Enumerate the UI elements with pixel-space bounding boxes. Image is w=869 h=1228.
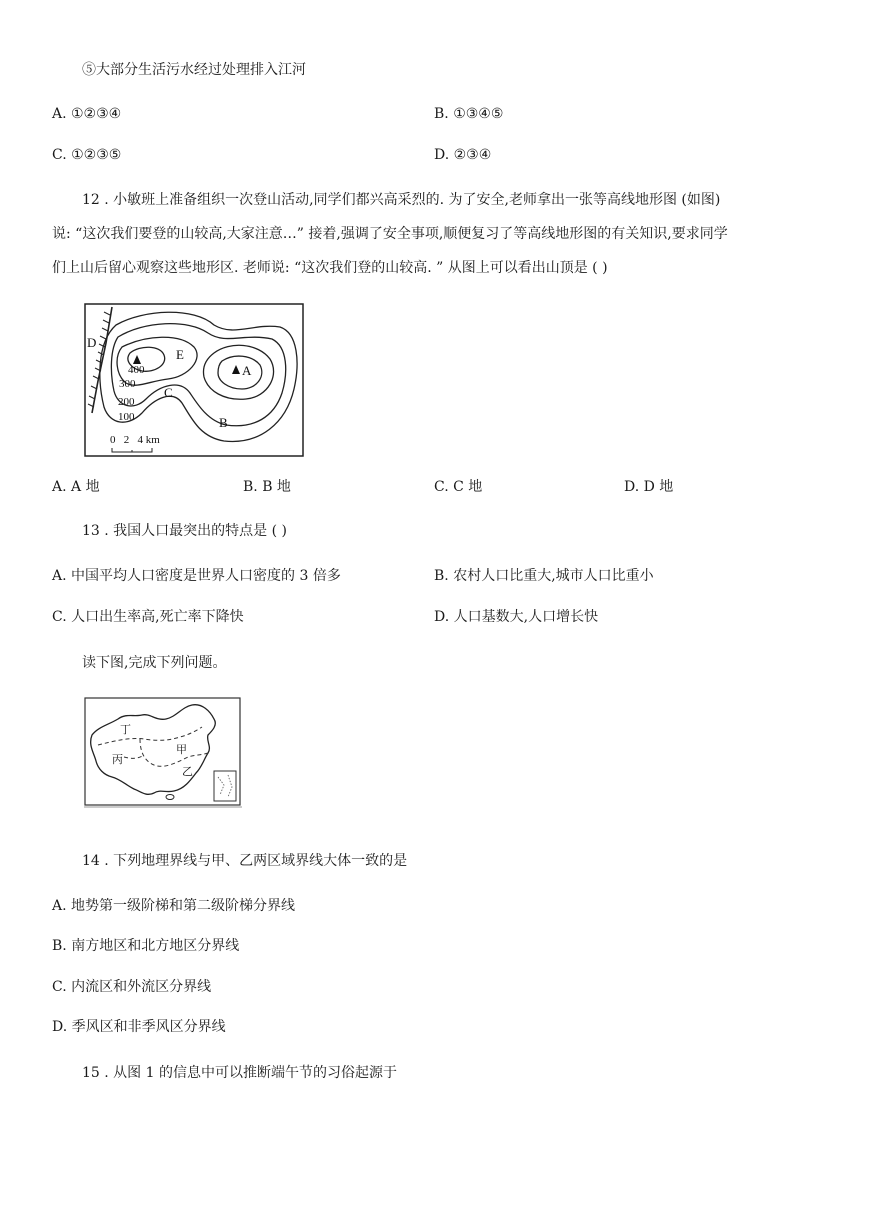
prev-option-c[interactable]: C. ①②③⑤ <box>52 147 122 163</box>
q14-option-c[interactable]: C. 内流区和外流区分界线 <box>52 979 212 995</box>
reading-intro: 读下图,完成下列问题。 <box>82 655 227 671</box>
prev-option-b[interactable]: B. ①③④⑤ <box>434 106 504 122</box>
statement-5: ⑤大部分生活污水经过处理排入江河 <box>82 62 306 78</box>
label-ding: 丁 <box>120 723 131 736</box>
china-map <box>84 697 242 809</box>
label-bing: 丙 <box>112 753 123 766</box>
q13-option-b[interactable]: B. 农村人口比重大,城市人口比重小 <box>434 568 654 584</box>
q13-stem: 13 . 我国人口最突出的特点是 ( ) <box>82 523 287 539</box>
q13-option-a[interactable]: A. 中国平均人口密度是世界人口密度的 3 倍多 <box>52 568 341 584</box>
label-yi: 乙 <box>182 765 193 778</box>
label-a: A <box>242 363 252 378</box>
contour-label-200: 200 <box>118 396 135 408</box>
q13-option-c[interactable]: C. 人口出生率高,死亡率下降快 <box>52 609 244 625</box>
q12-option-a[interactable]: A. A 地 <box>52 479 100 495</box>
south-sea-inset <box>214 771 236 801</box>
contour-label-100: 100 <box>118 411 135 423</box>
contour-map <box>84 303 306 458</box>
label-b: B <box>219 415 228 430</box>
label-c: C <box>164 385 173 400</box>
q12-option-c[interactable]: C. C 地 <box>434 479 483 495</box>
q12-stem-line3: 们上山后留心观察这些地形区. 老师说: “这次我们登的山较高. ” 从图上可以看出山顶是 ( ) <box>52 260 608 276</box>
q14-option-d[interactable]: D. 季风区和非季风区分界线 <box>52 1019 226 1035</box>
prev-option-a[interactable]: A. ①②③④ <box>52 106 122 122</box>
scale-label: 0 2 4 km <box>110 434 160 446</box>
q12-stem-line2: 说: “这次我们要登的山较高,大家注意…” 接着,强调了安全事项,顺便复习了等高线地形图的有关知识,要求同学 <box>52 226 728 242</box>
q14-option-a[interactable]: A. 地势第一级阶梯和第二级阶梯分界线 <box>52 898 296 914</box>
label-d: D <box>87 335 97 350</box>
q12-option-b[interactable]: B. B 地 <box>243 479 291 495</box>
q12-option-d[interactable]: D. D 地 <box>624 479 674 495</box>
q14-option-b[interactable]: B. 南方地区和北方地区分界线 <box>52 938 240 954</box>
contour-label-400: 400 <box>128 364 145 376</box>
q15-stem: 15 . 从图 1 的信息中可以推断端午节的习俗起源于 <box>82 1065 397 1081</box>
q12-stem-line1: 12 . 小敏班上准备组织一次登山活动,同学们都兴高采烈的. 为了安全,老师拿出一张等高线地形图 (如图) <box>82 192 721 208</box>
label-jia: 甲 <box>176 743 187 756</box>
contour-label-300: 300 <box>119 378 136 390</box>
label-e: E <box>176 347 184 362</box>
prev-option-d[interactable]: D. ②③④ <box>434 147 492 163</box>
q14-stem: 14 . 下列地理界线与甲、乙两区域界线大体一致的是 <box>82 853 408 869</box>
q13-option-d[interactable]: D. 人口基数大,人口增长快 <box>434 609 599 625</box>
